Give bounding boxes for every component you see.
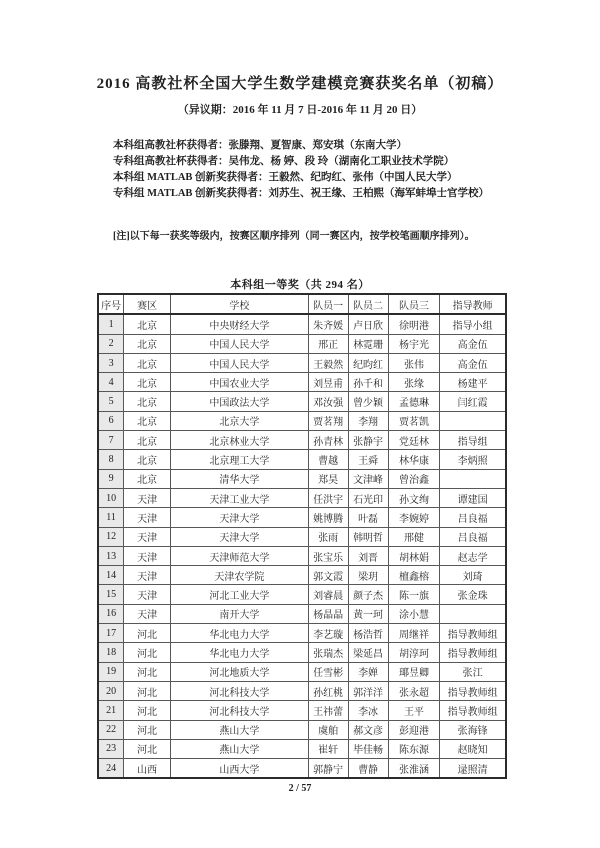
- cell-member1: 贾茗翔: [308, 411, 348, 430]
- cell-index: 10: [98, 488, 124, 507]
- cell-member1: 刘睿晨: [308, 585, 348, 604]
- cell-school: 南开大学: [171, 604, 309, 623]
- cell-advisor: 闫红霞: [440, 392, 506, 411]
- cell-index: 9: [98, 469, 124, 488]
- table-row: [98, 488, 506, 507]
- cell-member1: 邓汝强: [308, 392, 348, 411]
- cell-member1: 崔轩: [308, 739, 348, 758]
- cell-member1: 刘昱甫: [308, 373, 348, 392]
- cell-advisor: 张金珠: [440, 585, 506, 604]
- cell-school: 燕山大学: [171, 739, 309, 758]
- cell-school: 天津农学院: [171, 566, 309, 585]
- cell-advisor: 吕良福: [440, 527, 506, 546]
- cell-advisor: 逯照清: [440, 759, 506, 779]
- cell-member2: 曹静: [348, 759, 388, 779]
- cell-school: 中国人民大学: [171, 334, 309, 353]
- cell-member2: 曾少颖: [348, 392, 388, 411]
- cell-member1: 虞舶: [308, 720, 348, 739]
- cell-member2: 文津峰: [348, 469, 388, 488]
- cell-member2: 孙千和: [348, 373, 388, 392]
- cell-advisor: 张海锋: [440, 720, 506, 739]
- table-header-cell: 指导教师: [440, 294, 506, 314]
- cell-region: 河北: [124, 701, 171, 720]
- table-row: [98, 450, 506, 469]
- award-winner-lines: [113, 138, 540, 202]
- cell-region: 天津: [124, 585, 171, 604]
- cell-region: 天津: [124, 546, 171, 565]
- cell-school: 中国政法大学: [171, 392, 309, 411]
- table-row: [98, 373, 506, 392]
- cell-advisor: 指导组: [440, 431, 506, 450]
- awards-table: [97, 293, 507, 779]
- cell-member1: 王毅然: [308, 353, 348, 372]
- cell-member3: 张缘: [388, 373, 440, 392]
- cell-advisor: 李炳照: [440, 450, 506, 469]
- cell-member3: 檀鑫榕: [388, 566, 440, 585]
- cell-index: 2: [98, 334, 124, 353]
- cell-advisor: 吕良福: [440, 508, 506, 527]
- cell-member1: 张瑞杰: [308, 643, 348, 662]
- table-row: [98, 411, 506, 430]
- table-header-cell: 序号: [98, 294, 124, 314]
- table-header-cell: 队员一: [308, 294, 348, 314]
- cell-school: 北京大学: [171, 411, 309, 430]
- table-row: [98, 334, 506, 353]
- table-row: [98, 546, 506, 565]
- cell-index: 21: [98, 701, 124, 720]
- cell-region: 河北: [124, 681, 171, 700]
- cell-member3: 陈东源: [388, 739, 440, 758]
- table-row: [98, 527, 506, 546]
- cell-index: 3: [98, 353, 124, 372]
- cell-member3: 孙文绚: [388, 488, 440, 507]
- table-row: [98, 759, 506, 779]
- cell-member3: 王平: [388, 701, 440, 720]
- cell-index: 1: [98, 314, 124, 334]
- cell-member1: 王祎蕾: [308, 701, 348, 720]
- cell-member3: 贾茗凯: [388, 411, 440, 430]
- cell-region: 河北: [124, 643, 171, 662]
- cell-member3: 涂小慧: [388, 604, 440, 623]
- cell-advisor: 赵志学: [440, 546, 506, 565]
- cell-school: 华北电力大学: [171, 643, 309, 662]
- cell-advisor: 刘琦: [440, 566, 506, 585]
- cell-advisor: 谭建国: [440, 488, 506, 507]
- cell-member1: 李艺璇: [308, 624, 348, 643]
- cell-member2: 毕佳畅: [348, 739, 388, 758]
- cell-member3: 张永超: [388, 681, 440, 700]
- cell-school: 天津师范大学: [171, 546, 309, 565]
- cell-school: 中国农业大学: [171, 373, 309, 392]
- cell-region: 天津: [124, 508, 171, 527]
- revision-period: （异议期：2016 年 11 月 7 日-2016 年 11 月 20 日）: [177, 104, 423, 116]
- cell-school: 河北科技大学: [171, 681, 309, 700]
- cell-index: 13: [98, 546, 124, 565]
- table-row: [98, 431, 506, 450]
- cell-member1: 张雨: [308, 527, 348, 546]
- cell-member2: 杨浩哲: [348, 624, 388, 643]
- table-row: [98, 566, 506, 585]
- cell-member3: 胡林娟: [388, 546, 440, 565]
- cell-index: 18: [98, 643, 124, 662]
- cell-school: 河北科技大学: [171, 701, 309, 720]
- cell-advisor: 高金伍: [440, 334, 506, 353]
- cell-school: 清华大学: [171, 469, 309, 488]
- table-row: [98, 662, 506, 681]
- cell-member2: 黄一珂: [348, 604, 388, 623]
- cell-index: 19: [98, 662, 124, 681]
- cell-member1: 任洪宇: [308, 488, 348, 507]
- cell-member2: 李婵: [348, 662, 388, 681]
- cell-advisor: 指导教师组: [440, 643, 506, 662]
- cell-member3: 徐明港: [388, 314, 440, 334]
- cell-school: 中央财经大学: [171, 314, 309, 334]
- cell-school: 天津大学: [171, 508, 309, 527]
- cell-member1: 杨晶晶: [308, 604, 348, 623]
- cell-region: 河北: [124, 624, 171, 643]
- cell-index: 8: [98, 450, 124, 469]
- page-title: 2016 高教社杯全国大学生数学建模竞赛获奖名单（初稿）: [96, 76, 504, 92]
- cell-region: 北京: [124, 411, 171, 430]
- cell-member3: 林华康: [388, 450, 440, 469]
- table-row: [98, 624, 506, 643]
- award-line-undergrad-cup: 本科组高教社杯获得者：张滕翔、夏智康、郑安琪（东南大学）: [113, 140, 407, 151]
- cell-advisor: 张江: [440, 662, 506, 681]
- cell-member3: 邢健: [388, 527, 440, 546]
- cell-member2: 刘晋: [348, 546, 388, 565]
- table-row: [98, 353, 506, 372]
- table-row: [98, 314, 506, 334]
- cell-advisor: 杨建平: [440, 373, 506, 392]
- cell-member2: 梁延昌: [348, 643, 388, 662]
- cell-member1: 郭静宁: [308, 759, 348, 779]
- cell-member1: 张宝乐: [308, 546, 348, 565]
- cell-index: 12: [98, 527, 124, 546]
- ordering-note: [注]以下每一获奖等级内，按赛区顺序排列（同一赛区内，按学校笔画顺序排列）。: [113, 231, 475, 242]
- table-row: [98, 604, 506, 623]
- cell-region: 河北: [124, 720, 171, 739]
- cell-region: 北京: [124, 431, 171, 450]
- cell-index: 16: [98, 604, 124, 623]
- cell-school: 河北地质大学: [171, 662, 309, 681]
- cell-index: 24: [98, 759, 124, 779]
- table-row: [98, 720, 506, 739]
- cell-member2: 林霓珊: [348, 334, 388, 353]
- cell-advisor: 指导教师组: [440, 624, 506, 643]
- cell-school: 天津工业大学: [171, 488, 309, 507]
- cell-advisor: [440, 604, 506, 623]
- cell-region: 天津: [124, 604, 171, 623]
- cell-member3: 彭迎港: [388, 720, 440, 739]
- award-line-undergrad-matlab: 本科组 MATLAB 创新奖获得者：王毅然、纪昀红、张伟（中国人民大学）: [113, 172, 458, 183]
- table-row: [98, 392, 506, 411]
- cell-member2: 纪昀红: [348, 353, 388, 372]
- cell-advisor: [440, 411, 506, 430]
- cell-member3: 张伟: [388, 353, 440, 372]
- cell-region: 天津: [124, 488, 171, 507]
- cell-member3: 孟德琳: [388, 392, 440, 411]
- cell-member3: 张淮涵: [388, 759, 440, 779]
- cell-member3: 党廷林: [388, 431, 440, 450]
- cell-advisor: [440, 469, 506, 488]
- cell-advisor: 赵晓知: [440, 739, 506, 758]
- cell-member2: 石光印: [348, 488, 388, 507]
- cell-region: 山西: [124, 759, 171, 779]
- cell-member3: 李婉婷: [388, 508, 440, 527]
- cell-member3: 周继祥: [388, 624, 440, 643]
- cell-school: 山西大学: [171, 759, 309, 779]
- cell-region: 北京: [124, 469, 171, 488]
- table-body: [98, 314, 506, 778]
- table-row: [98, 643, 506, 662]
- cell-school: 华北电力大学: [171, 624, 309, 643]
- cell-index: 23: [98, 739, 124, 758]
- cell-member2: 李翔: [348, 411, 388, 430]
- cell-member1: 郑昊: [308, 469, 348, 488]
- table-row: [98, 701, 506, 720]
- cell-region: 河北: [124, 662, 171, 681]
- cell-region: 河北: [124, 739, 171, 758]
- cell-school: 北京林业大学: [171, 431, 309, 450]
- cell-member3: 陈一旗: [388, 585, 440, 604]
- cell-school: 燕山大学: [171, 720, 309, 739]
- cell-member1: 郭文霞: [308, 566, 348, 585]
- cell-member2: 颜子杰: [348, 585, 388, 604]
- cell-member3: 瑘昱卿: [388, 662, 440, 681]
- cell-advisor: 指导教师组: [440, 701, 506, 720]
- cell-index: 22: [98, 720, 124, 739]
- cell-member1: 邢正: [308, 334, 348, 353]
- cell-index: 15: [98, 585, 124, 604]
- table-title: 本科组一等奖（共 294 名）: [230, 279, 370, 291]
- cell-region: 北京: [124, 373, 171, 392]
- cell-region: 北京: [124, 314, 171, 334]
- cell-member1: 任雪彬: [308, 662, 348, 681]
- table-row: [98, 469, 506, 488]
- cell-member1: 孙红桃: [308, 681, 348, 700]
- cell-index: 20: [98, 681, 124, 700]
- cell-member2: 张静宇: [348, 431, 388, 450]
- cell-index: 17: [98, 624, 124, 643]
- cell-advisor: 指导教师组: [440, 681, 506, 700]
- table-header-cell: 学校: [171, 294, 309, 314]
- table-row: [98, 585, 506, 604]
- award-line-college-cup: 专科组高教社杯获得者：吴伟龙、杨 婷、段 玲（湖南化工职业技术学院）: [113, 156, 455, 167]
- cell-region: 北京: [124, 334, 171, 353]
- cell-member1: 曹越: [308, 450, 348, 469]
- cell-member1: 朱齐媛: [308, 314, 348, 334]
- cell-region: 天津: [124, 566, 171, 585]
- cell-member3: 曾治鑫: [388, 469, 440, 488]
- cell-member3: 胡淳珂: [388, 643, 440, 662]
- cell-index: 7: [98, 431, 124, 450]
- cell-school: 天津大学: [171, 527, 309, 546]
- cell-school: 北京理工大学: [171, 450, 309, 469]
- cell-member2: 郝文彦: [348, 720, 388, 739]
- cell-member1: 孙青林: [308, 431, 348, 450]
- cell-member3: 杨宇光: [388, 334, 440, 353]
- cell-advisor: 指导小组: [440, 314, 506, 334]
- table-header-cell: 队员二: [348, 294, 388, 314]
- cell-region: 北京: [124, 450, 171, 469]
- cell-member2: 韩明哲: [348, 527, 388, 546]
- page-number: 2 / 57: [288, 783, 312, 794]
- cell-region: 天津: [124, 527, 171, 546]
- award-line-college-matlab: 专科组 MATLAB 创新奖获得者：刘苏生、祝王缘、王柏熙（海军蚌埠士官学校）: [113, 188, 490, 199]
- cell-school: 河北工业大学: [171, 585, 309, 604]
- cell-index: 14: [98, 566, 124, 585]
- cell-member2: 王舜: [348, 450, 388, 469]
- cell-member2: 李冰: [348, 701, 388, 720]
- cell-member2: 梁玥: [348, 566, 388, 585]
- cell-region: 北京: [124, 353, 171, 372]
- table-header-cell: 队员三: [388, 294, 440, 314]
- table-header-row: [98, 294, 506, 314]
- cell-school: 中国人民大学: [171, 353, 309, 372]
- table-header-cell: 赛区: [124, 294, 171, 314]
- cell-index: 11: [98, 508, 124, 527]
- cell-member2: 叶磊: [348, 508, 388, 527]
- cell-member1: 姚博腾: [308, 508, 348, 527]
- cell-index: 4: [98, 373, 124, 392]
- cell-region: 北京: [124, 392, 171, 411]
- cell-advisor: 高金伍: [440, 353, 506, 372]
- cell-index: 5: [98, 392, 124, 411]
- cell-member2: 郭洋洋: [348, 681, 388, 700]
- table-row: [98, 681, 506, 700]
- table-row: [98, 739, 506, 758]
- cell-index: 6: [98, 411, 124, 430]
- cell-member2: 卢日欣: [348, 314, 388, 334]
- table-row: [98, 508, 506, 527]
